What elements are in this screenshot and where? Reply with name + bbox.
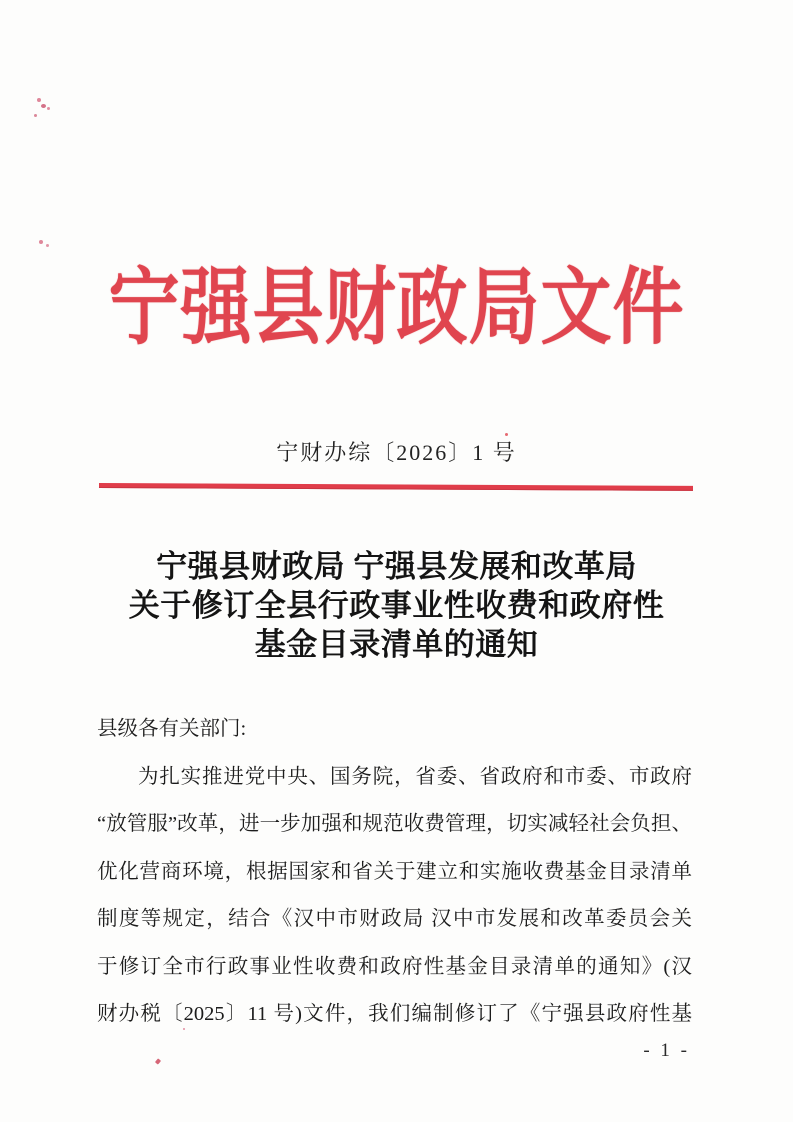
paragraph-line: 于修订全市行政事业性收费和政府性基金目录清单的通知》(汉 [97,955,692,978]
notice-title [0,547,793,664]
notice-title-line-3: 基金目录清单的通知 [254,627,539,662]
page-number: - 1 - [643,1040,690,1061]
red-divider-line [99,483,693,491]
agency-banner [0,262,793,356]
salutation: 县级各有关部门: [97,718,247,740]
scan-artifact [155,1058,161,1064]
scan-artifact [47,107,50,110]
paragraph-line: 财办税〔2025〕11 号)文件，我们编制修订了《宁强县政府性基 [97,1003,692,1025]
scan-artifact [39,240,43,244]
body-text [97,706,692,1039]
scan-artifact [46,244,49,247]
notice-title-line-1: 宁强县财政局 宁强县发展和改革局 [156,549,637,584]
scan-artifact [41,104,46,108]
paragraph-line: “放管服”改革，进一步加强和规范收费管理，切实减轻社会负担、 [97,813,692,835]
scan-artifact [34,114,37,117]
paragraph-line: 为扎实推进党中央、国务院，省委、省政府和市委、市政府 [138,765,692,788]
paragraph-line: 制度等规定，结合《汉中市财政局 汉中市发展和改革委员会关 [97,908,692,930]
scan-artifact [37,98,41,102]
notice-title-line-2: 关于修订全县行政事业性收费和政府性 [128,588,665,623]
paragraph-line: 优化营商环境，根据国家和省关于建立和实施收费基金目录清单 [97,860,692,883]
document-number: 宁财办综〔2026〕1 号 [276,440,517,465]
agency-banner-text: 宁强县财政局文件 [108,262,685,356]
